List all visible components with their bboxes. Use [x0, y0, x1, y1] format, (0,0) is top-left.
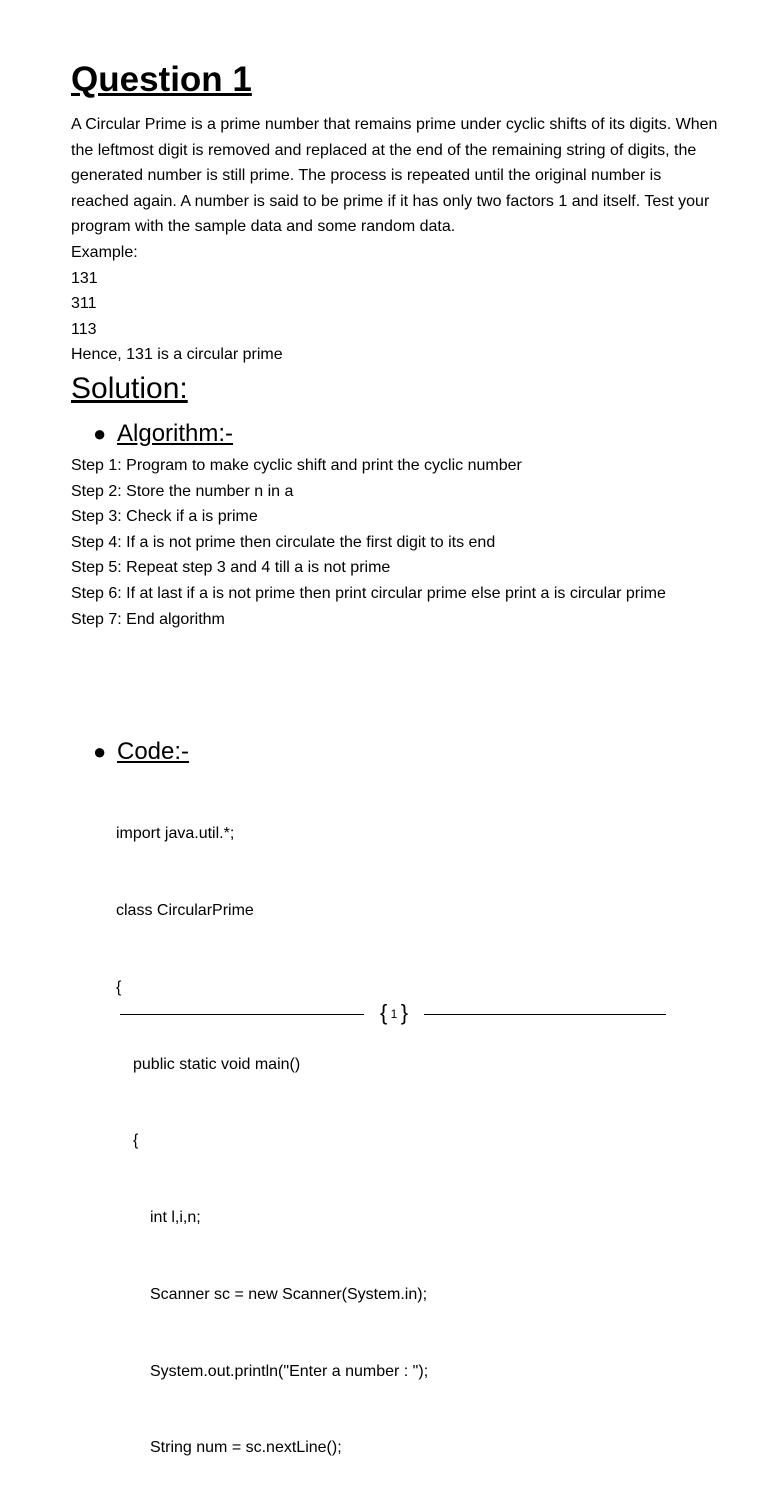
code-line: { [116, 978, 122, 996]
problem-statement [71, 112, 721, 368]
code-line: String num = sc.nextLine(); [150, 1439, 342, 1457]
code-heading [93, 737, 189, 767]
code-line: import java.util.*; [116, 825, 235, 843]
bullet-icon: ● [93, 421, 107, 446]
example-label: Example: [71, 243, 138, 261]
page-number-tab [364, 1002, 424, 1024]
question-title: Question 1 [71, 60, 252, 99]
code-line: { [133, 1132, 139, 1150]
example-conclusion: Hence, 131 is a circular prime [71, 346, 283, 364]
algorithm-step: Step 1: Program to make cyclic shift and print the cyclic number [71, 457, 522, 474]
algorithm-step: Step 2: Store the number n in a [71, 482, 294, 500]
example-line: 131 [71, 269, 98, 287]
example-line: 311 [71, 295, 97, 313]
code-line: class CircularPrime [116, 901, 254, 919]
left-brace-icon: { [379, 1000, 388, 1025]
algorithm-steps [71, 453, 721, 632]
example-line: 113 [71, 320, 97, 338]
page-number: 1 [390, 1007, 398, 1021]
algorithm-step: Step 3: Check if a is prime [71, 508, 258, 526]
algorithm-step: Step 7: End algorithm [71, 610, 225, 628]
algorithm-heading-label: Algorithm:- [117, 420, 234, 447]
algorithm-step: Step 4: If a is not prime then circulate the first digit to its end [71, 533, 496, 551]
bullet-icon: ● [93, 739, 107, 764]
code-block [116, 770, 716, 1512]
algorithm-step: Step 6: If at last if a is not prime then print circular prime else print a is circular prime [71, 584, 666, 602]
algorithm-step: Step 5: Repeat step 3 and 4 till a is not prime [71, 559, 391, 577]
problem-paragraph: A Circular Prime is a prime number that remains prime under cyclic shifts of its digits. When the leftmost digit is removed and replaced at the end of the remaining string of digits, the generated number is still prime. The process is repeated until the original number is reached again. A number is said to be prime if it has only two factors 1 and itself. Test your program with the sample data and some random data. [71, 116, 718, 236]
code-line: System.out.println("Enter a number : "); [150, 1362, 429, 1380]
code-line: Scanner sc = new Scanner(System.in); [150, 1285, 428, 1303]
right-brace-icon: } [400, 1000, 409, 1025]
code-heading-label: Code:- [117, 738, 190, 765]
code-line: int l,i,n; [150, 1209, 201, 1227]
algorithm-heading [93, 419, 233, 449]
solution-heading: Solution: [71, 372, 188, 405]
code-line: public static void main() [133, 1055, 301, 1073]
